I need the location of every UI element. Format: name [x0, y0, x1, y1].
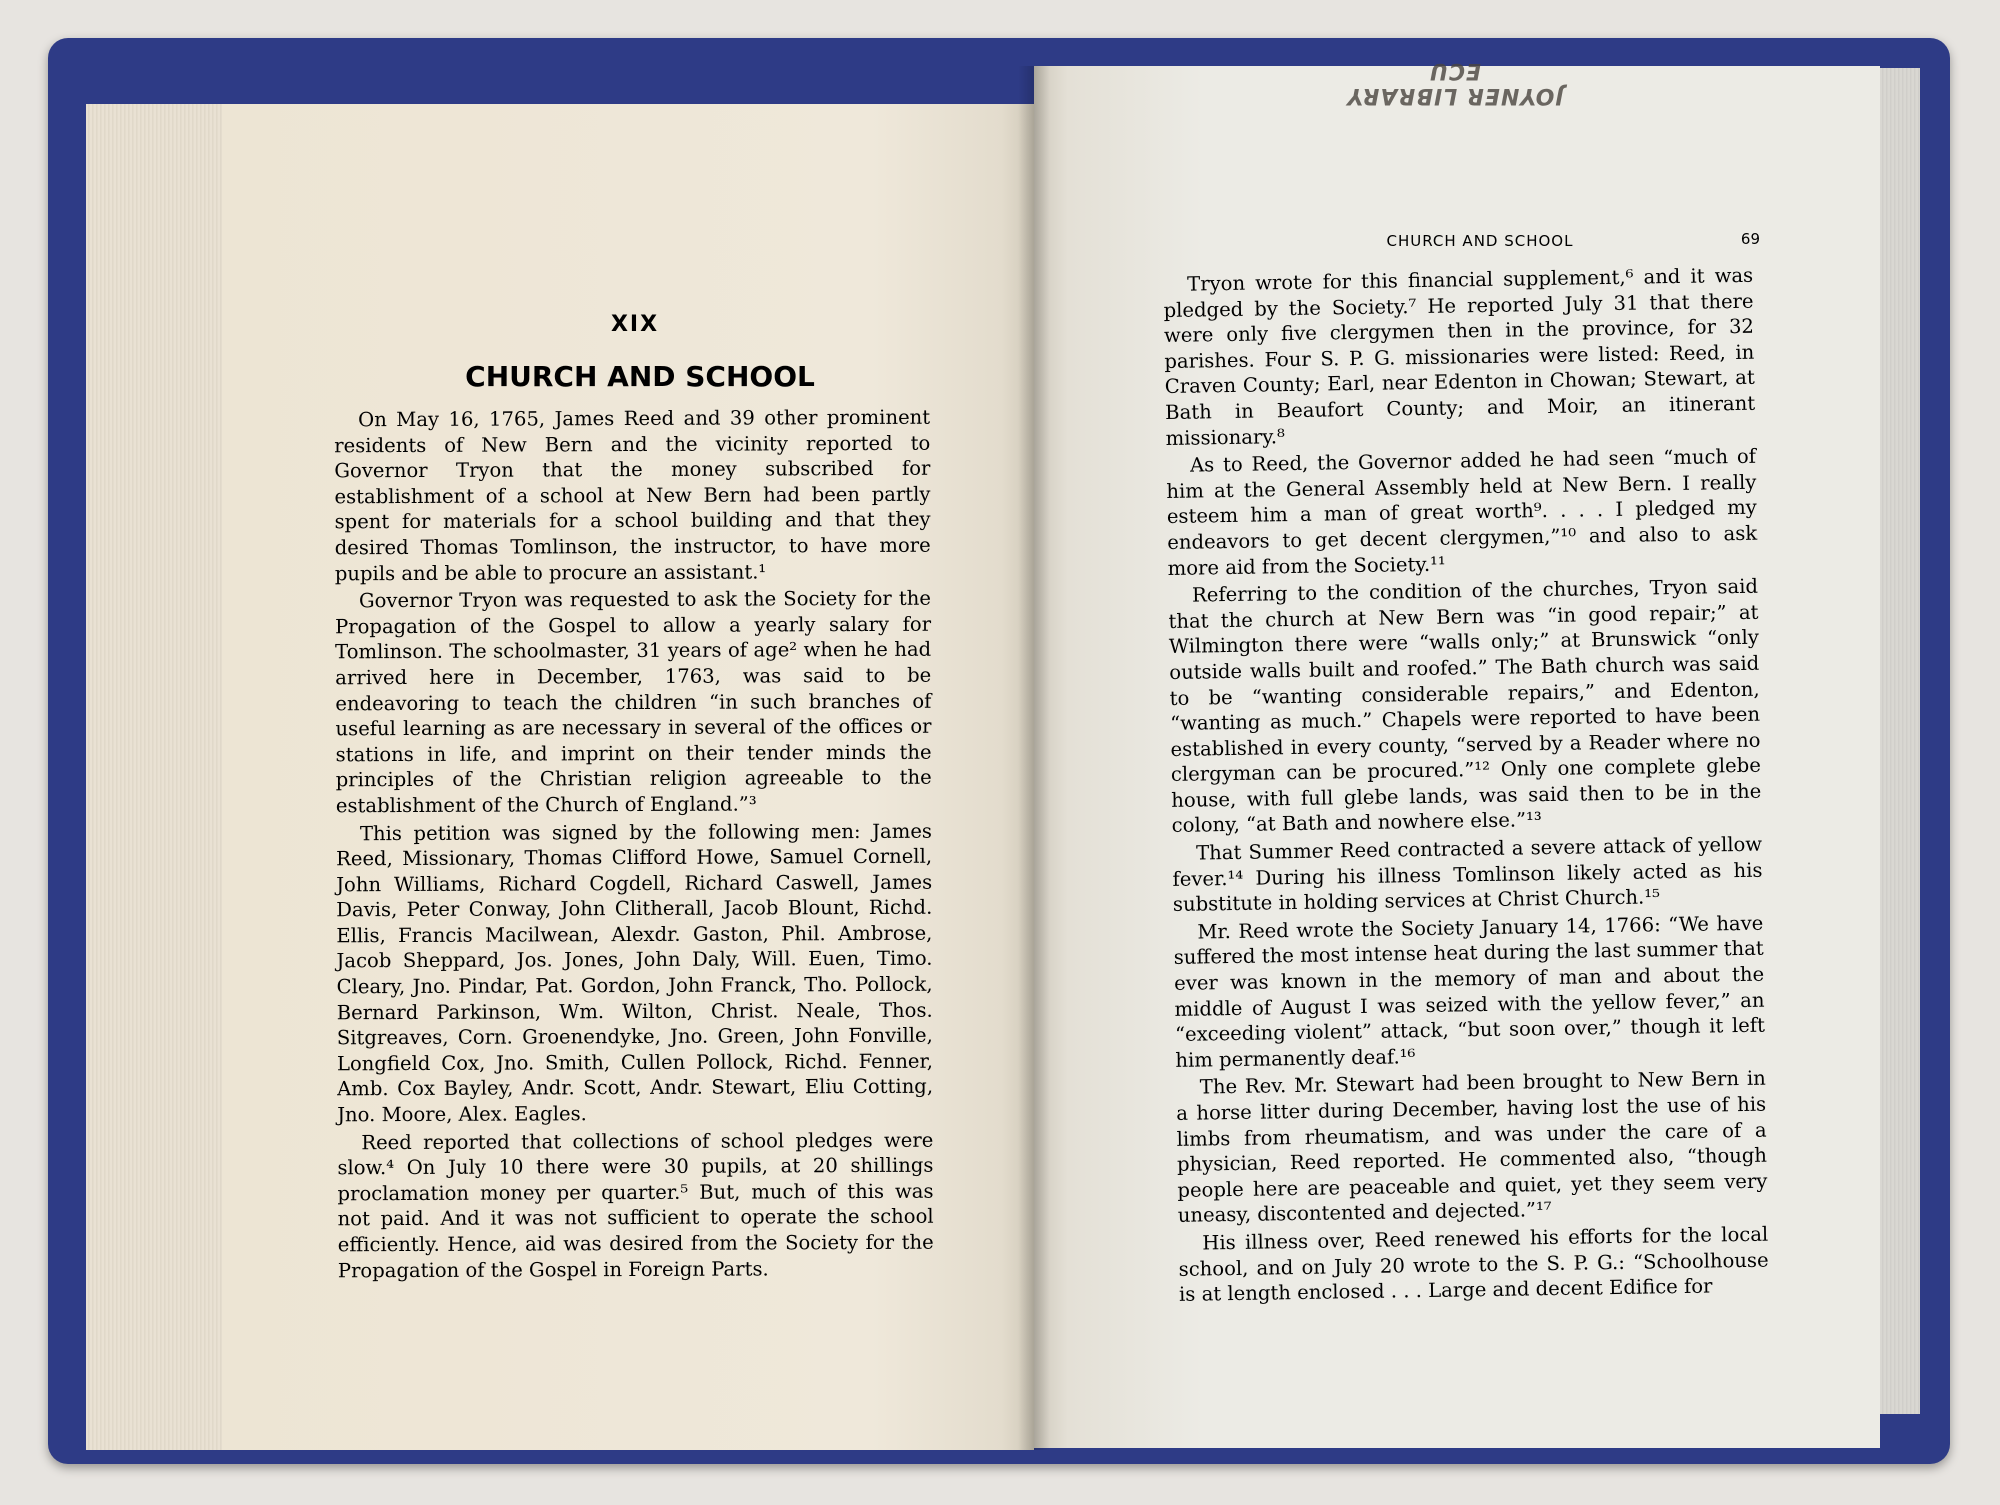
- running-head: CHURCH AND SCHOOL: [1386, 232, 1574, 250]
- paragraph: As to Reed, the Governor added he had seen “much of him at the General Assembly held at New Bern. I really esteem him a man of great worth⁹. . . . I pledged my endeavors to get decent clergymen,”¹⁰ and also to ask more aid from the Society.¹¹: [1166, 444, 1758, 580]
- left-page-body: [334, 405, 934, 1284]
- library-stamp: JOYNER LIBRARY ECU: [1346, 58, 1564, 108]
- chapter-number: XIX: [610, 312, 660, 337]
- paragraph: The Rev. Mr. Stewart had been brought to New Bern in a horse litter during December, having lost the use of his limbs from rheumatism, and was under the care of a physician, Reed reported. He commented also, “though people here are peaceable and quiet, yet they seem very uneasy, discontented and dejected.”¹⁷: [1176, 1067, 1768, 1228]
- paragraph: Tryon wrote for this financial supplement,⁶ and it was pledged by the Society.⁷ He reported July 31 that there were only five clergymen then in the province, for 32 parishes. Four S. P. G. missionaries were listed: Reed, in Craven County; Earl, near Edenton in Chowan; Stewart, at Bath in Beaufort County; and Moir, an itinerant missionary.⁸: [1163, 263, 1756, 450]
- paragraph: Referring to the condition of the churches, Tryon said that the church at New Bern was “in good repair;” at Wilmington there were “walls only;” at Brunswick “only outside walls built and roofed.” The Bath church was said to be “wanting considerable repairs,” and Edenton, “wanting as much.” Chapels were reported to have been established in every county, “served by a Reader where no clergyman can be procured.”¹² Only one complete glebe house, with full glebe lands, was said then to be in the colony, “at Bath and nowhere else.”¹³: [1168, 574, 1762, 838]
- paragraph: Governor Tryon was requested to ask the Society for the Propagation of the Gospel to allow a yearly salary for Tomlinson. The schoolmaster, 31 years of age² when he had arrived here in December, 1763, was said to be endeavoring to teach the children “in such branches of useful learning as are necessary in several of the offices or stations in life, and imprint on their tender minds the principles of the Christian religion agreeable to the establishment of the Church of England.”³: [334, 586, 932, 818]
- paragraph: On May 16, 1765, James Reed and 39 other prominent residents of New Bern and the vicinity reported to Governor Tryon that the money subscribed for establishment of a school at New Bern had been partly spent for materials for a school building and that they desired Thomas Tomlinson, the instructor, to have more pupils and be able to procure an assistant.¹: [334, 405, 931, 585]
- book-gutter: [1018, 66, 1050, 1450]
- chapter-title: CHURCH AND SCHOOL: [465, 360, 815, 393]
- right-page-body: [1163, 263, 1769, 1308]
- paragraph: That Summer Reed contracted a severe attack of yellow fever.¹⁴ During his illness Tomlinson likely acted as his substitute in holding services at Christ Church.¹⁵: [1172, 832, 1763, 917]
- paragraph: His illness over, Reed renewed his efforts for the local school, and on July 20 wrote to the S. P. G.: “Schoolhouse is at length enclosed . . . Large and decent Edifice for: [1178, 1222, 1769, 1307]
- page-edges-left: [86, 104, 236, 1450]
- paragraph: Reed reported that collections of school pledges were slow.⁴ On July 10 there were 30 pupils, at 20 shillings proclamation money per quarter.⁵ But, much of this was not paid. And it was not sufficient to operate the school efficiently. Hence, aid was desired from the Society for the Propagation of the Gospel in Foreign Parts.: [337, 1128, 934, 1282]
- paragraph: This petition was signed by the following men: James Reed, Missionary, Thomas Clifford Howe, Samuel Cornell, John Williams, Richard Cogdell, Richard Caswell, James Davis, Peter Conway, John Clitherall, Jacob Blount, Richd. Ellis, Francis Macilwean, Alexdr. Gaston, Phil. Ambrose, Jacob Sheppard, Jos. Jones, John Daly, Will. Euen, Timo. Cleary, Jno. Pindar, Pat. Gordon, John Franck, Tho. Pollock, Bernard Parkinson, Wm. Wilton, Christ. Neale, Thos. Sitgreaves, Corn. Groenendyke, Jno. Green, John Fonville, Longfield Cox, Jno. Smith, Cullen Pollock, Richd. Fenner, Amb. Cox Bayley, Andr. Scott, Andr. Stewart, Eliu Cotting, Jno. Moore, Alex. Eagles.: [336, 819, 934, 1127]
- paragraph: Mr. Reed wrote the Society January 14, 1766: “We have suffered the most intense heat during the last summer that ever was known in the memory of man and about the middle of August I was seized with the yellow fever,” an “exceeding violent” attack, “but soon over,” though it left him permanently deaf.¹⁶: [1173, 911, 1766, 1072]
- page-number: 69: [1740, 230, 1760, 248]
